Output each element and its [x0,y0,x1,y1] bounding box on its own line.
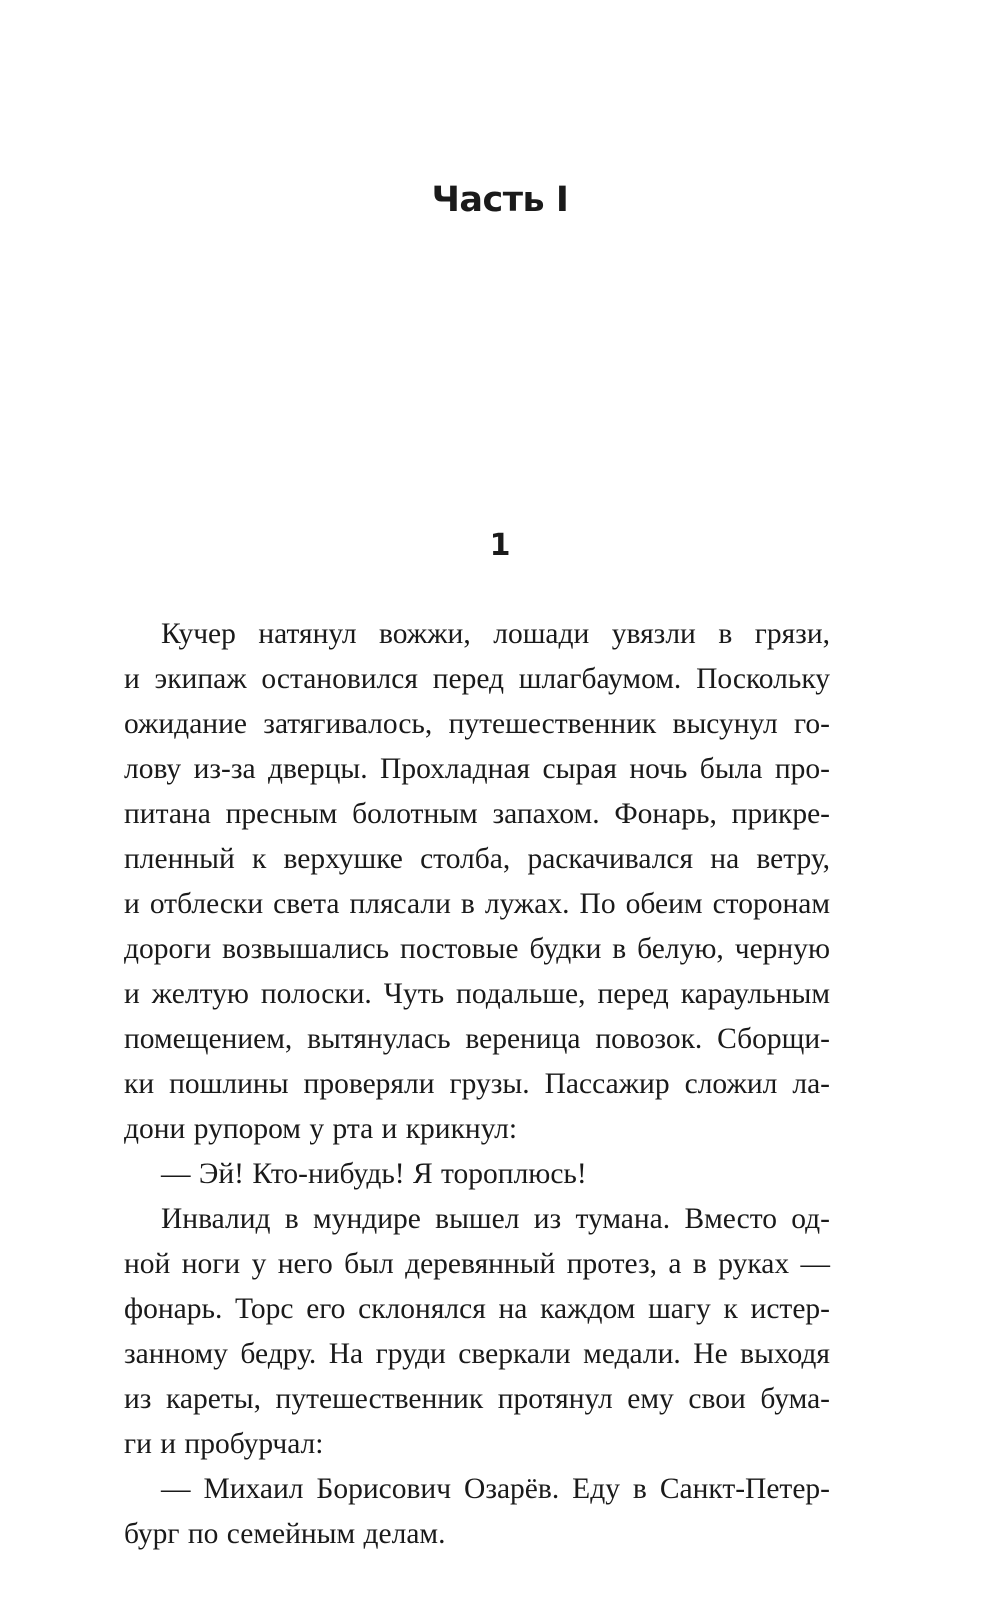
text-line: фонарь. Торс его склонялся на каждом шагу к истер- [124,1293,830,1325]
text-line: лову из-за дверцы. Прохладная сырая ночь была про- [124,753,830,785]
text-line: помещением, вытянулась вереница повозок. Сборщи- [124,1023,830,1055]
text-line: бург по семейным делам. [124,1518,446,1550]
text-line: — Эй! Кто-нибудь! Я тороплюсь! [161,1158,587,1190]
text-line: Кучер натянул вожжи, лошади увязли в грязи, [161,618,830,650]
text-line: ги и пробурчал: [124,1428,324,1460]
text-line: ожидание затягивалось, путешественник высунул го- [124,708,830,740]
text-line: питана пресным болотным запахом. Фонарь, прикре- [124,798,830,830]
text-line: — Михаил Борисович Озарёв. Еду в Санкт-Петер- [161,1473,830,1505]
text-line: из кареты, путешественник протянул ему свои бума- [124,1383,830,1415]
text-line: Инвалид в мундире вышел из тумана. Вместо од- [161,1203,830,1235]
text-line: и экипаж остановился перед шлагбаумом. Поскольку [124,663,830,695]
text-line: ной ноги у него был деревянный протез, а в руках — [124,1248,830,1280]
text-line: дороги возвышались постовые будки в белую, черную [124,933,830,965]
text-line: ки пошлины проверяли грузы. Пассажир сложил ла- [124,1068,830,1100]
text-line: и желтую полоски. Чуть подальше, перед караульным [124,978,830,1010]
text-line: дони рупором у рта и крикнул: [124,1113,518,1145]
text-line: и отблески света плясали в лужах. По обеим сторонам [124,888,830,920]
text-line: пленный к верхушке столба, раскачивался на ветру, [124,843,830,875]
chapter-number: 1 [489,528,511,563]
body-text [124,612,830,1557]
text-line: занному бедру. На груди сверкали медали. Не выходя [124,1338,830,1370]
part-title: Часть I [431,180,569,220]
